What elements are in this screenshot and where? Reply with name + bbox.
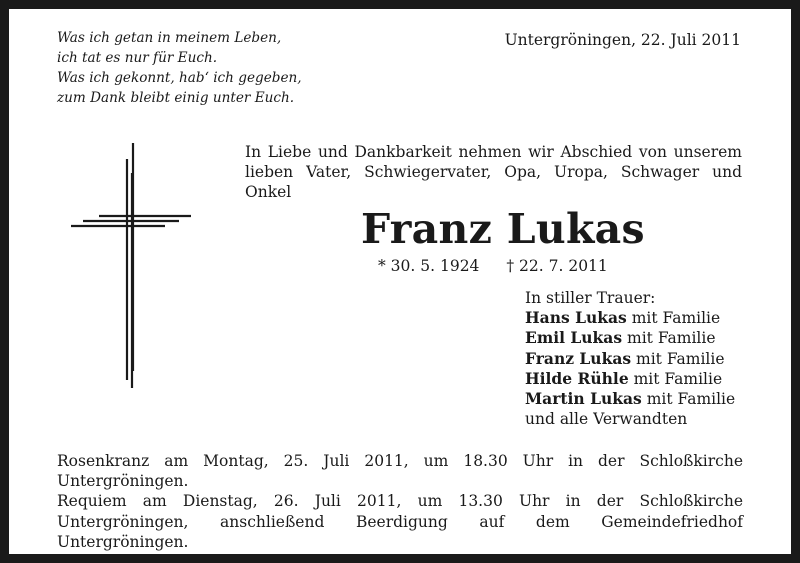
mourner-entry	[525, 389, 735, 409]
poem-line: Was ich gekonnt, hab‘ ich gegeben,	[57, 70, 302, 86]
poem-line: Was ich getan in meinem Leben,	[57, 30, 282, 46]
obituary-card	[9, 9, 791, 554]
place-date: Untergröningen, 22. Juli 2011	[504, 31, 741, 49]
rosary-notice: Rosenkranz am Montag, 25. Juli 2011, um 18.30 Uhr in der Schloßkirche Untergröningen.	[57, 452, 743, 491]
mourner-name: Hans Lukas	[525, 308, 627, 328]
life-dates	[378, 257, 608, 275]
mourner-entry	[525, 369, 735, 389]
mourner-name: Hilde Rühle	[525, 368, 629, 388]
mourner-suffix: mit Familie	[622, 329, 716, 348]
mourner-entry	[525, 308, 735, 328]
death-date: † 22. 7. 2011	[506, 257, 608, 275]
mourners-list	[525, 288, 735, 429]
mourner-name: Emil Lukas	[525, 328, 623, 348]
birth-date: * 30. 5. 1924	[378, 257, 480, 275]
requiem-notice: Requiem am Dienstag, 26. Juli 2011, um 13.30 Uhr in der Schloßkirche Untergröningen, anschließend Beerdigung auf dem Gemeindefriedhof Untergröningen.	[57, 492, 743, 551]
poem-line: zum Dank bleibt einig unter Euch.	[57, 90, 295, 106]
mourner-suffix: mit Familie	[641, 390, 736, 409]
mourning-heading: In stiller Trauer:	[525, 289, 656, 307]
mourner-suffix: mit Familie	[628, 369, 723, 388]
service-details	[57, 451, 743, 552]
intro-text: In Liebe und Dankbarkeit nehmen wir Abschied von unserem lieben Vater, Schwiegervater, Opa, Uropa, Schwager und Onkel	[245, 143, 742, 201]
cross-icon	[71, 143, 191, 388]
mourner-name: Franz Lukas	[525, 348, 632, 368]
mourner-suffix: mit Familie	[626, 309, 721, 328]
deceased-name: Franz Lukas	[361, 205, 645, 253]
relatives-line: und alle Verwandten	[525, 410, 688, 429]
poem-line: ich tat es nur für Euch.	[57, 50, 218, 66]
mourner-entry	[525, 349, 735, 369]
poem	[57, 28, 302, 108]
mourner-name: Martin Lukas	[525, 389, 642, 409]
mourner-suffix: mit Familie	[631, 349, 725, 368]
mourner-entry	[525, 328, 735, 348]
